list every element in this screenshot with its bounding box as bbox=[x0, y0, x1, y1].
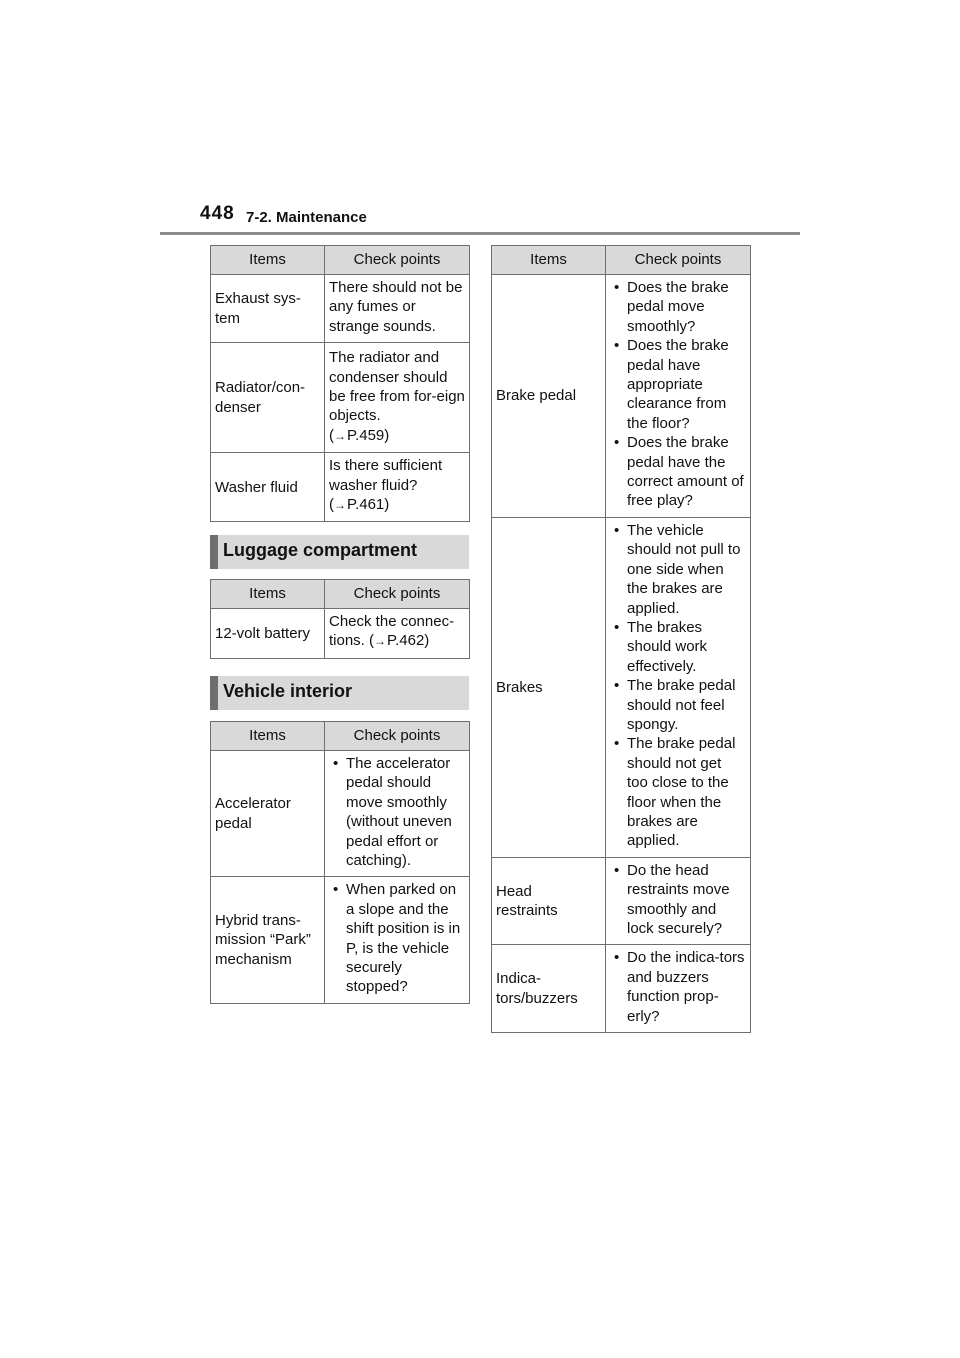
check-point-item: • The vehicle should not pull to one side when the brakes are applied. bbox=[610, 521, 746, 618]
check-point-cell bbox=[606, 275, 751, 518]
column-header-items: Items bbox=[211, 580, 325, 609]
column-header-check-points: Check points bbox=[325, 580, 470, 609]
right-arrow-icon: → bbox=[334, 498, 346, 513]
vehicle-interior-heading bbox=[210, 676, 469, 710]
luggage-compartment-heading bbox=[210, 535, 469, 569]
table-row bbox=[492, 517, 751, 857]
item-cell: Hybrid trans- mission “Park” mechanism bbox=[211, 877, 325, 1003]
table-header-row bbox=[211, 246, 470, 275]
item-cell: 12-volt battery bbox=[211, 609, 325, 659]
item-cell: Radiator/con- denser bbox=[211, 343, 325, 453]
item-cell: Washer fluid bbox=[211, 453, 325, 522]
check-point-item: • The brakes should work effectively. bbox=[610, 618, 746, 676]
check-point-item: • The accelerator pedal should move smoothly (without uneven pedal effort or catching). bbox=[329, 754, 465, 870]
engine-compartment-table bbox=[210, 245, 470, 522]
check-point-item: • Does the brake pedal move smoothly? bbox=[610, 278, 746, 336]
check-point-list bbox=[610, 948, 746, 1026]
table-row bbox=[211, 275, 470, 343]
item-cell: Brakes bbox=[492, 517, 606, 857]
check-point-cell bbox=[325, 877, 470, 1003]
heading-text: Vehicle interior bbox=[223, 681, 353, 701]
check-point-cell bbox=[606, 945, 751, 1033]
table-row bbox=[492, 857, 751, 945]
check-point-item: • When parked on a slope and the shift position is in P, is the vehicle securely stopped? bbox=[329, 880, 465, 996]
right-arrow-icon: → bbox=[334, 428, 346, 443]
header-rule bbox=[160, 232, 800, 235]
check-point-cell bbox=[606, 857, 751, 945]
check-point-list bbox=[610, 278, 746, 511]
table-row bbox=[211, 609, 470, 659]
check-point-text: Check the connec-tions. bbox=[329, 613, 455, 650]
heading-bar bbox=[210, 676, 218, 710]
check-point-cell bbox=[325, 751, 470, 877]
column-header-items: Items bbox=[492, 246, 606, 275]
check-point-item: • The brake pedal should not feel spongy. bbox=[610, 676, 746, 734]
table-header-row bbox=[211, 722, 470, 751]
check-point-text: The radiator and condenser should be free from for-eign objects. bbox=[329, 349, 465, 425]
check-point-text: Is there sufficient washer fluid? bbox=[329, 457, 443, 494]
check-point-item: • The brake pedal should not get too close to the floor when the brakes are applied. bbox=[610, 734, 746, 850]
check-point-cell: Is there sufficient washer fluid? (→P.461) bbox=[325, 453, 470, 522]
table-row bbox=[492, 275, 751, 518]
vehicle-interior-table-continued bbox=[491, 245, 751, 1033]
check-point-item: • Do the head restraints move smoothly and lock securely? bbox=[610, 861, 746, 939]
column-header-check-points: Check points bbox=[606, 246, 751, 275]
column-header-check-points: Check points bbox=[325, 722, 470, 751]
table-row bbox=[211, 877, 470, 1003]
check-point-cell: There should not be any fumes or strange sounds. bbox=[325, 275, 470, 343]
check-point-cell bbox=[606, 517, 751, 857]
column-header-items: Items bbox=[211, 722, 325, 751]
luggage-compartment-table bbox=[210, 579, 470, 659]
page-reference[interactable]: P.459 bbox=[347, 426, 385, 444]
item-cell: Head restraints bbox=[492, 857, 606, 945]
check-point-item: • Do the indica-tors and buzzers function prop-erly? bbox=[610, 948, 746, 1026]
page-number: 448 bbox=[200, 203, 235, 224]
table-row bbox=[211, 751, 470, 877]
item-cell: Brake pedal bbox=[492, 275, 606, 518]
right-arrow-icon: → bbox=[374, 634, 387, 649]
check-point-cell: Check the connec-tions. (→P.462) bbox=[325, 609, 470, 659]
table-row bbox=[492, 945, 751, 1033]
table-row bbox=[211, 343, 470, 453]
page-reference[interactable]: P.462 bbox=[387, 632, 425, 650]
table-header-row bbox=[211, 580, 470, 609]
section-title: 7-2. Maintenance bbox=[246, 209, 367, 226]
page-reference[interactable]: P.461 bbox=[347, 496, 385, 514]
check-point-list bbox=[610, 521, 746, 851]
item-cell: Accelerator pedal bbox=[211, 751, 325, 877]
heading-bar bbox=[210, 535, 218, 569]
heading-text: Luggage compartment bbox=[223, 540, 418, 560]
table-row bbox=[211, 453, 470, 522]
vehicle-interior-table bbox=[210, 721, 470, 1004]
item-cell: Exhaust sys- tem bbox=[211, 275, 325, 343]
check-point-cell: The radiator and condenser should be free from for-eign objects. (→P.459) bbox=[325, 343, 470, 453]
column-header-items: Items bbox=[211, 246, 325, 275]
check-point-list bbox=[329, 754, 465, 870]
check-point-item: • Does the brake pedal have appropriate clearance from the floor? bbox=[610, 336, 746, 433]
check-point-list bbox=[329, 880, 465, 996]
check-point-list bbox=[610, 861, 746, 939]
check-point-item: • Does the brake pedal have the correct amount of free play? bbox=[610, 433, 746, 511]
item-cell: Indica- tors/buzzers bbox=[492, 945, 606, 1033]
column-header-check-points: Check points bbox=[325, 246, 470, 275]
table-header-row bbox=[492, 246, 751, 275]
